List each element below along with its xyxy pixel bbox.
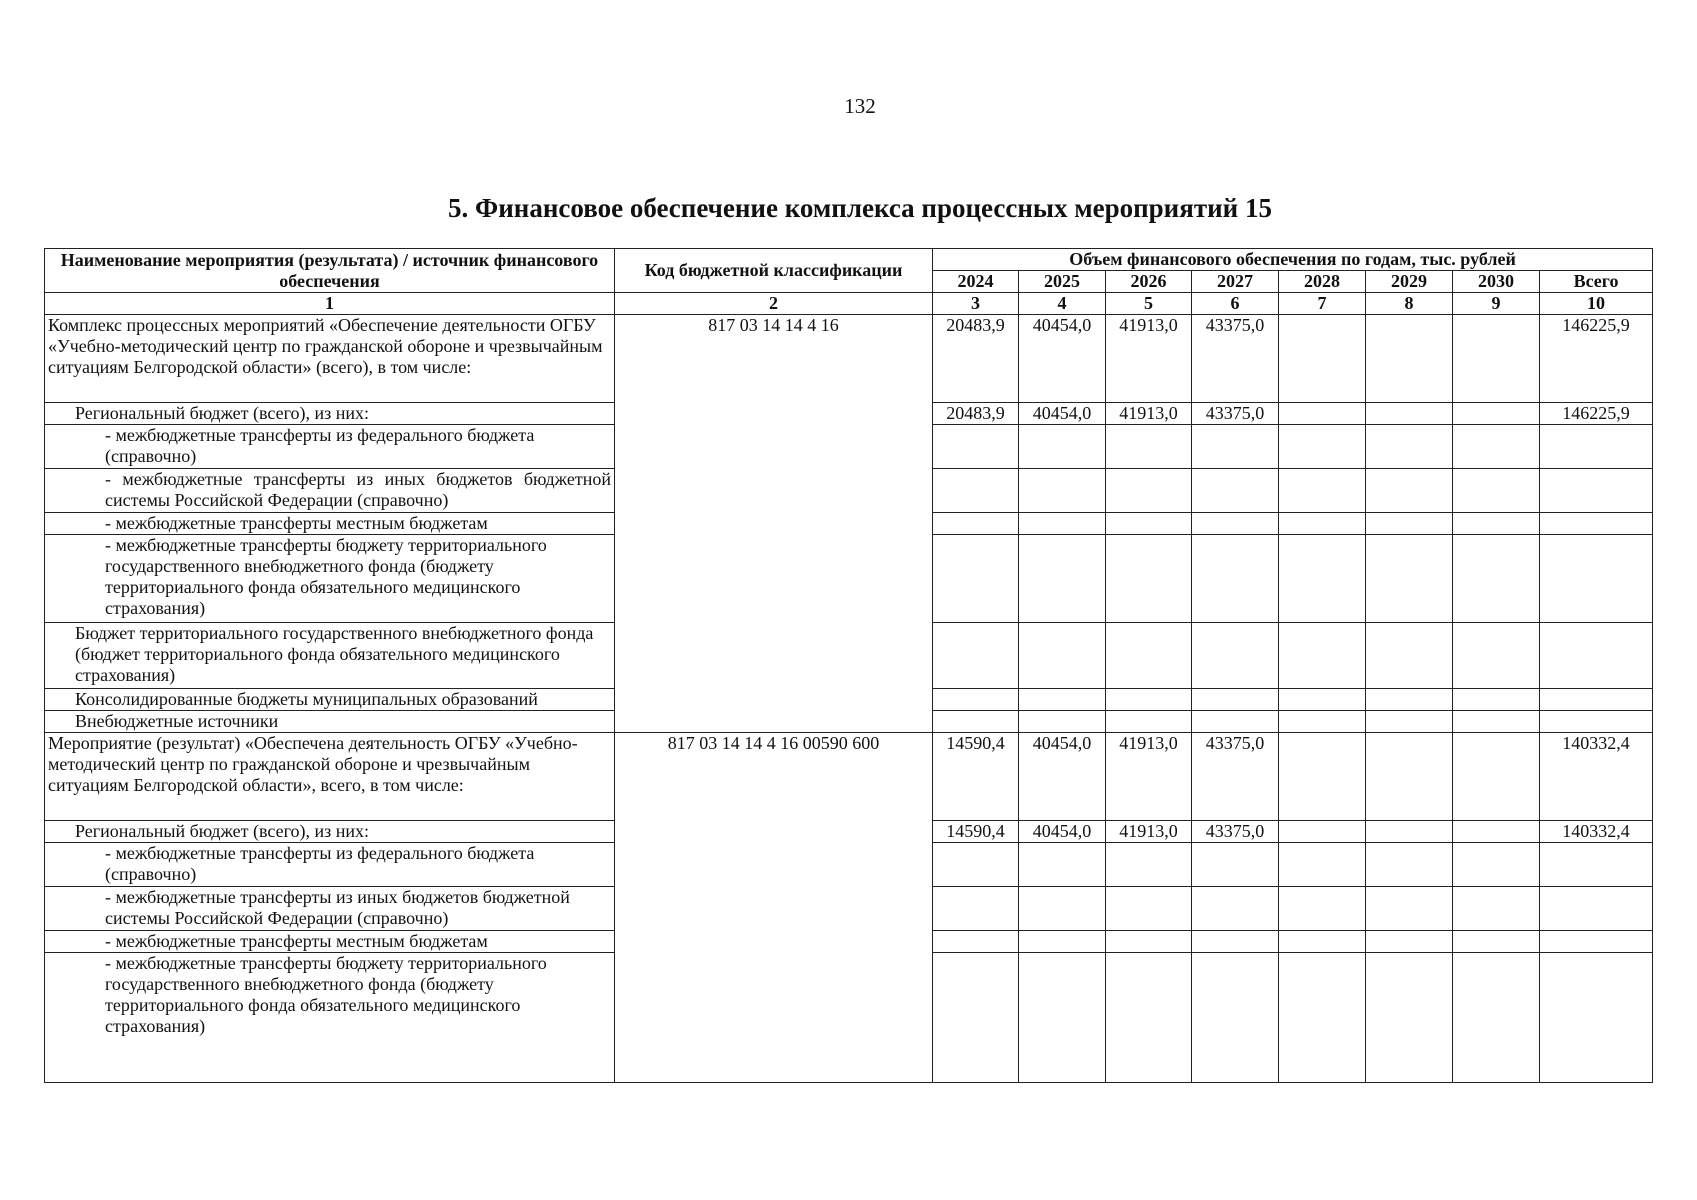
year-value [1453, 733, 1540, 821]
year-value [1192, 513, 1279, 535]
year-value [1192, 689, 1279, 711]
year-value [933, 513, 1019, 535]
year-value [933, 469, 1019, 513]
year-value [1279, 733, 1366, 821]
year-value: 14590,4 [933, 733, 1019, 821]
year-value: 41913,0 [1106, 733, 1192, 821]
total-value [1540, 513, 1653, 535]
year-value [1366, 535, 1453, 623]
row-name: Комплекс процессных мероприятий «Обеспечение деятельности ОГБУ «Учебно-методический центр по гражданской обороне и чрезвычайным ситуациям Белгородской области» (всего), в том числе: [45, 315, 615, 403]
year-value [1453, 689, 1540, 711]
year-value [1279, 623, 1366, 689]
year-value [1019, 513, 1106, 535]
row-name: - межбюджетные трансферты из федерального бюджета (справочно) [45, 843, 615, 887]
header-code: Код бюджетной классификации [615, 249, 933, 293]
year-value [1106, 623, 1192, 689]
year-value [933, 425, 1019, 469]
column-number: 3 [933, 293, 1019, 315]
year-value [1279, 403, 1366, 425]
year-value [1366, 711, 1453, 733]
year-value [1366, 733, 1453, 821]
year-value [1453, 469, 1540, 513]
column-number: 4 [1019, 293, 1106, 315]
year-value [1366, 315, 1453, 403]
column-number: 9 [1453, 293, 1540, 315]
budget-code: 817 03 14 14 4 16 00590 600 [615, 733, 933, 1083]
year-value [1366, 887, 1453, 931]
year-value [1453, 403, 1540, 425]
row-name: Региональный бюджет (всего), из них: [45, 821, 615, 843]
row-name: - межбюджетные трансферты бюджету территориального государственного внебюджетного фонда (бюджету территориального фонда обязательного медицинского страхования) [45, 535, 615, 623]
year-value [1453, 953, 1540, 1083]
row-name: - межбюджетные трансферты из иных бюджетов бюджетной системы Российской Федерации (справочно) [45, 469, 615, 513]
year-value [1366, 689, 1453, 711]
header-year: 2029 [1366, 271, 1453, 293]
year-value [1366, 425, 1453, 469]
budget-code: 817 03 14 14 4 16 [615, 315, 933, 733]
year-value [1019, 623, 1106, 689]
year-value [1192, 953, 1279, 1083]
year-value [1192, 843, 1279, 887]
year-value: 41913,0 [1106, 403, 1192, 425]
year-value [1366, 953, 1453, 1083]
total-value [1540, 623, 1653, 689]
year-value [1106, 513, 1192, 535]
year-value [1192, 469, 1279, 513]
column-number: 7 [1279, 293, 1366, 315]
year-value [1453, 843, 1540, 887]
row-name: - межбюджетные трансферты из федерального бюджета (справочно) [45, 425, 615, 469]
year-value [1366, 821, 1453, 843]
year-value [1106, 953, 1192, 1083]
year-value [1366, 931, 1453, 953]
row-name: - межбюджетные трансферты бюджету территориального государственного внебюджетного фонда (бюджету территориального фонда обязательного медицинского страхования) [45, 953, 615, 1083]
total-value: 146225,9 [1540, 315, 1653, 403]
year-value [933, 535, 1019, 623]
header-year: 2027 [1192, 271, 1279, 293]
year-value [1366, 469, 1453, 513]
year-value [1279, 843, 1366, 887]
header-year: 2026 [1106, 271, 1192, 293]
year-value [1192, 535, 1279, 623]
total-value: 140332,4 [1540, 733, 1653, 821]
year-value: 40454,0 [1019, 403, 1106, 425]
year-value [1279, 887, 1366, 931]
year-value [1019, 689, 1106, 711]
year-value [1453, 711, 1540, 733]
column-number: 6 [1192, 293, 1279, 315]
year-value [1279, 931, 1366, 953]
total-value [1540, 843, 1653, 887]
year-value [1279, 821, 1366, 843]
year-value: 40454,0 [1019, 821, 1106, 843]
year-value: 41913,0 [1106, 315, 1192, 403]
year-value [1453, 623, 1540, 689]
year-value [1453, 931, 1540, 953]
total-value [1540, 689, 1653, 711]
year-value: 43375,0 [1192, 733, 1279, 821]
header-year: 2025 [1019, 271, 1106, 293]
column-number: 5 [1106, 293, 1192, 315]
year-value [1192, 711, 1279, 733]
total-value [1540, 953, 1653, 1083]
total-value [1540, 931, 1653, 953]
year-value [1453, 887, 1540, 931]
row-name: - межбюджетные трансферты из иных бюджетов бюджетной системы Российской Федерации (справочно) [45, 887, 615, 931]
total-value [1540, 711, 1653, 733]
total-value: 146225,9 [1540, 403, 1653, 425]
year-value [1453, 425, 1540, 469]
row-name: Консолидированные бюджеты муниципальных образований [45, 689, 615, 711]
year-value [1192, 931, 1279, 953]
year-value [933, 843, 1019, 887]
year-value [1366, 513, 1453, 535]
year-value [1279, 689, 1366, 711]
year-value [1279, 711, 1366, 733]
column-number: 2 [615, 293, 933, 315]
year-value [1279, 953, 1366, 1083]
year-value [1106, 535, 1192, 623]
header-name: Наименование мероприятия (результата) / источник финансового обеспечения [45, 249, 615, 293]
total-value: 140332,4 [1540, 821, 1653, 843]
year-value: 14590,4 [933, 821, 1019, 843]
column-number: 10 [1540, 293, 1653, 315]
row-name: Региональный бюджет (всего), из них: [45, 403, 615, 425]
year-value: 20483,9 [933, 315, 1019, 403]
header-year: 2030 [1453, 271, 1540, 293]
year-value [1019, 425, 1106, 469]
year-value [1453, 535, 1540, 623]
year-value [1019, 887, 1106, 931]
total-value [1540, 535, 1653, 623]
total-value [1540, 887, 1653, 931]
year-value: 41913,0 [1106, 821, 1192, 843]
year-value [933, 689, 1019, 711]
year-value [1192, 425, 1279, 469]
year-value: 43375,0 [1192, 315, 1279, 403]
year-value [1106, 711, 1192, 733]
year-value [1279, 425, 1366, 469]
year-value: 43375,0 [1192, 821, 1279, 843]
year-value [1019, 931, 1106, 953]
year-value [933, 931, 1019, 953]
year-value: 40454,0 [1019, 315, 1106, 403]
year-value [1106, 689, 1192, 711]
page-title: 5. Финансовое обеспечение комплекса процессных мероприятий 15 [448, 193, 1272, 223]
row-name: - межбюджетные трансферты местным бюджетам [45, 513, 615, 535]
header-total: Всего [1540, 271, 1653, 293]
year-value [1019, 469, 1106, 513]
year-value [1106, 843, 1192, 887]
year-value [933, 623, 1019, 689]
year-value [1279, 315, 1366, 403]
column-number: 8 [1366, 293, 1453, 315]
row-name: Бюджет территориального государственного внебюджетного фонда (бюджет территориального фонда обязательного медицинского страхования) [45, 623, 615, 689]
year-value [1192, 887, 1279, 931]
year-value [1453, 821, 1540, 843]
year-value: 43375,0 [1192, 403, 1279, 425]
year-value: 20483,9 [933, 403, 1019, 425]
table-row [45, 315, 1653, 403]
year-value [1366, 623, 1453, 689]
year-value [1192, 623, 1279, 689]
row-name: Внебюджетные источники [45, 711, 615, 733]
year-value [1106, 887, 1192, 931]
row-name: Мероприятие (результат) «Обеспечена деятельность ОГБУ «Учебно-методический центр по гражданской обороне и чрезвычайным ситуациям Белгородской области», всего, в том числе: [45, 733, 615, 821]
year-value [1453, 315, 1540, 403]
row-name: - межбюджетные трансферты местным бюджетам [45, 931, 615, 953]
page-number: 132 [844, 94, 876, 118]
year-value [933, 887, 1019, 931]
header-volume: Объем финансового обеспечения по годам, тыс. рублей [933, 249, 1653, 271]
column-number: 1 [45, 293, 615, 315]
year-value [933, 953, 1019, 1083]
year-value [1279, 469, 1366, 513]
year-value [1366, 843, 1453, 887]
year-value [1279, 513, 1366, 535]
year-value [1019, 711, 1106, 733]
year-value [1019, 535, 1106, 623]
year-value [1366, 403, 1453, 425]
year-value [1106, 469, 1192, 513]
year-value [1279, 535, 1366, 623]
total-value [1540, 425, 1653, 469]
total-value [1540, 469, 1653, 513]
year-value [1019, 953, 1106, 1083]
table-row [45, 733, 1653, 821]
year-value [1106, 425, 1192, 469]
year-value [1019, 843, 1106, 887]
header-year: 2024 [933, 271, 1019, 293]
year-value [1453, 513, 1540, 535]
header-year: 2028 [1279, 271, 1366, 293]
year-value [1106, 931, 1192, 953]
year-value: 40454,0 [1019, 733, 1106, 821]
year-value [933, 711, 1019, 733]
financing-table [44, 248, 1653, 1083]
